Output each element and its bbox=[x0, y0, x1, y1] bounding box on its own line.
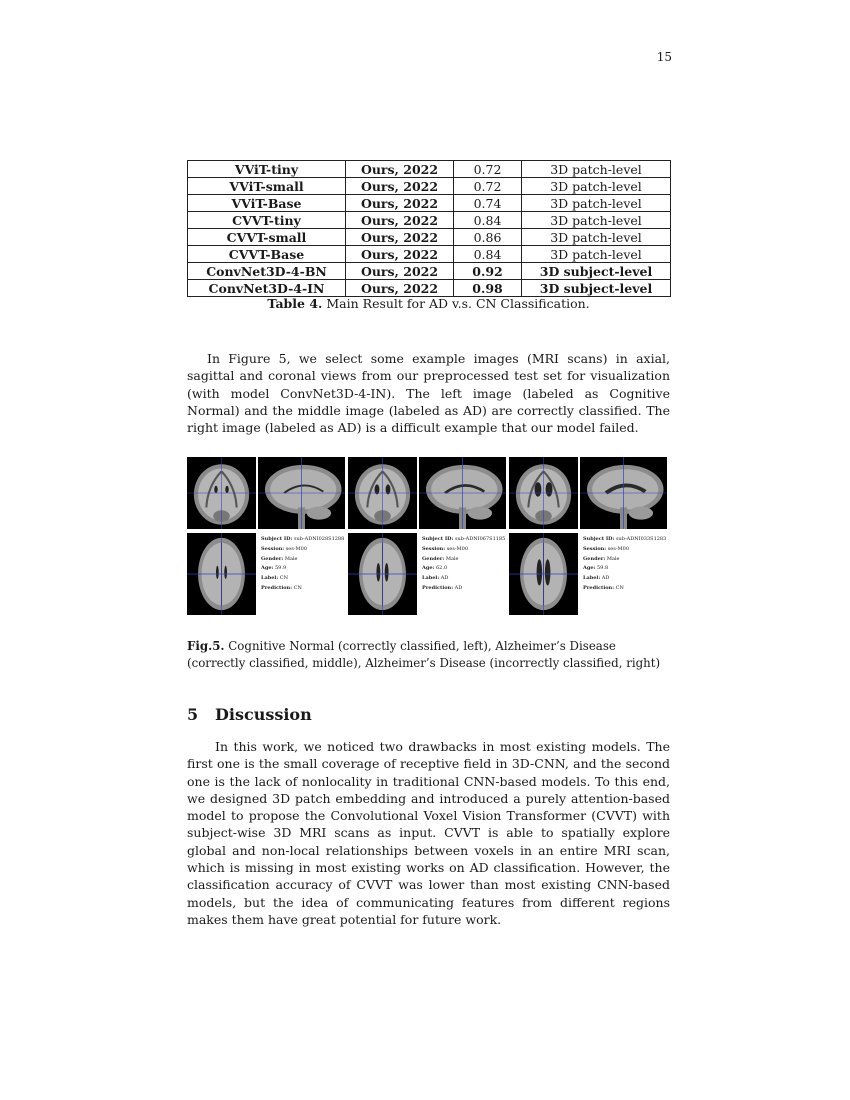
mri-panel bbox=[348, 455, 506, 617]
axial-view-image bbox=[348, 533, 417, 615]
subject-info-label: Label: bbox=[583, 575, 601, 582]
subject-info-line bbox=[583, 564, 666, 574]
subject-info bbox=[261, 535, 344, 594]
table-cell-source: Ours, 2022 bbox=[346, 263, 454, 280]
table-cell-model: VViT-small bbox=[188, 178, 346, 195]
table-row bbox=[188, 263, 671, 280]
table-caption-text: Main Result for AD v.s. CN Classification. bbox=[322, 296, 590, 311]
table-cell-level: 3D patch-level bbox=[522, 212, 671, 229]
subject-info-value: ses-M00 bbox=[607, 545, 629, 552]
table-cell-model: CVVT-small bbox=[188, 229, 346, 246]
figure-caption-label: Fig.5. bbox=[187, 639, 225, 653]
subject-info-value: 62.0 bbox=[436, 565, 448, 572]
subject-info-line bbox=[422, 535, 505, 545]
table-cell-model: VViT-Base bbox=[188, 195, 346, 212]
subject-info-label: Session: bbox=[422, 545, 446, 552]
subject-info-value: AD bbox=[601, 575, 610, 582]
table-cell-level: 3D patch-level bbox=[522, 229, 671, 246]
results-table bbox=[187, 160, 671, 297]
figure-caption-text: Cognitive Normal (correctly classified, left), Alzheimer’s Disease (correctly classified, middle), Alzheimer’s Disease (incorrectly classified, right) bbox=[187, 639, 661, 670]
subject-info-line bbox=[261, 545, 344, 555]
table-cell-source: Ours, 2022 bbox=[346, 229, 454, 246]
table-cell-model: VViT-tiny bbox=[188, 161, 346, 178]
subject-info-label: Gender: bbox=[261, 555, 284, 562]
subject-info-label: Prediction: bbox=[261, 584, 293, 591]
subject-info-value: ses-M00 bbox=[285, 545, 307, 552]
subject-info-label: Prediction: bbox=[583, 584, 615, 591]
subject-info-value: CN bbox=[293, 584, 302, 591]
table-cell-model: CVVT-Base bbox=[188, 246, 346, 263]
table-cell-level: 3D patch-level bbox=[522, 246, 671, 263]
subject-info-line bbox=[583, 574, 666, 584]
table-cell-source: Ours, 2022 bbox=[346, 195, 454, 212]
subject-info bbox=[422, 535, 505, 594]
table-cell-acc: 0.92 bbox=[454, 263, 522, 280]
table-cell-level: 3D patch-level bbox=[522, 161, 671, 178]
subject-info-value: sub-ADNI067S1185 bbox=[454, 536, 506, 542]
subject-info-label: Gender: bbox=[583, 555, 606, 562]
table-cell-model: CVVT-tiny bbox=[188, 212, 346, 229]
axial-view-image bbox=[509, 533, 578, 615]
table-row bbox=[188, 246, 671, 263]
table-cell-acc: 0.72 bbox=[454, 178, 522, 195]
table-cell-acc: 0.72 bbox=[454, 161, 522, 178]
table-row bbox=[188, 161, 671, 178]
table-row bbox=[188, 212, 671, 229]
subject-info-line bbox=[422, 574, 505, 584]
table-cell-source: Ours, 2022 bbox=[346, 178, 454, 195]
subject-info-label: Session: bbox=[583, 545, 607, 552]
subject-info-line bbox=[422, 555, 505, 565]
paragraph-figure-intro: In Figure 5, we select some example images (MRI scans) in axial, sagittal and coronal views from our preprocessed test set for visualization (with model ConvNet3D-4-IN). The left image (labeled as Cognitive Normal) and the middle image (labeled as AD) are correctly classified. The right image (labeled as AD) is a difficult example that our model failed. bbox=[187, 351, 670, 436]
subject-info-label: Session: bbox=[261, 545, 285, 552]
coronal-view-image bbox=[509, 457, 578, 529]
subject-info bbox=[583, 535, 666, 594]
table-row bbox=[188, 229, 671, 246]
table-caption bbox=[187, 296, 670, 311]
mri-panel bbox=[509, 455, 667, 617]
subject-info-line bbox=[583, 535, 666, 545]
subject-info-label: Subject ID: bbox=[583, 536, 615, 542]
subject-info-label: Age: bbox=[583, 565, 596, 572]
subject-info-label: Subject ID: bbox=[261, 536, 293, 542]
subject-info-value: ses-M00 bbox=[446, 545, 468, 552]
page-number: 15 bbox=[656, 50, 672, 64]
table-row bbox=[188, 178, 671, 195]
section-heading bbox=[187, 705, 312, 724]
subject-info-line bbox=[261, 564, 344, 574]
subject-info-label: Gender: bbox=[422, 555, 445, 562]
subject-info-value: Male bbox=[284, 555, 298, 562]
sagittal-view-image bbox=[258, 457, 345, 529]
table-row bbox=[188, 195, 671, 212]
paragraph-discussion: In this work, we noticed two drawbacks in most existing models. The first one is the small coverage of receptive field in 3D-CNN, and the second one is the lack of nonlocality in traditional CNN-based models. To this end, we designed 3D patch embedding and introduced a purely attention-based model to propose the Convolutional Voxel Vision Transformer (CVVT) with subject-wise 3D MRI scans as input. CVVT is able to spatially explore global and non-local relationships between voxels in an entire MRI scan, which is missing in most existing works on AD classification. However, the classification accuracy of CVVT was lower than most existing CNN-based models, but the idea of communicating features from different regions makes them have great potential for future work. bbox=[187, 739, 670, 927]
subject-info-value: Male bbox=[606, 555, 620, 562]
subject-info-value: 59.9 bbox=[275, 565, 287, 572]
subject-info-line bbox=[583, 545, 666, 555]
sagittal-view-image bbox=[580, 457, 667, 529]
table-cell-level: 3D patch-level bbox=[522, 178, 671, 195]
subject-info-label: Age: bbox=[422, 565, 435, 572]
subject-info-line bbox=[422, 545, 505, 555]
subject-info-line bbox=[261, 535, 344, 545]
table-cell-model: ConvNet3D-4-BN bbox=[188, 263, 346, 280]
subject-info-label: Label: bbox=[422, 575, 440, 582]
section-number: 5 bbox=[187, 705, 199, 724]
mri-panel bbox=[187, 455, 345, 617]
subject-info-value: AD bbox=[454, 584, 463, 591]
figure-caption bbox=[187, 638, 670, 672]
coronal-view-image bbox=[187, 457, 256, 529]
figure-5 bbox=[187, 455, 670, 617]
table-cell-acc: 0.84 bbox=[454, 246, 522, 263]
subject-info-value: sub-ADNI033S1283 bbox=[615, 536, 667, 542]
sagittal-view-image bbox=[419, 457, 506, 529]
subject-info-line bbox=[261, 574, 344, 584]
subject-info-value: CN bbox=[615, 584, 624, 591]
section-title: Discussion bbox=[215, 705, 312, 724]
table-cell-source: Ours, 2022 bbox=[346, 246, 454, 263]
subject-info-value: 59.8 bbox=[597, 565, 609, 572]
subject-info-line bbox=[422, 564, 505, 574]
subject-info-value: Male bbox=[445, 555, 459, 562]
axial-view-image bbox=[187, 533, 256, 615]
subject-info-value: AD bbox=[440, 575, 449, 582]
table-cell-source: Ours, 2022 bbox=[346, 161, 454, 178]
table-cell-acc: 0.74 bbox=[454, 195, 522, 212]
subject-info-line bbox=[583, 584, 666, 594]
table-row bbox=[188, 280, 671, 297]
subject-info-value: sub-ADNI028S1288 bbox=[293, 536, 345, 542]
subject-info-line bbox=[261, 555, 344, 565]
subject-info-line bbox=[422, 584, 505, 594]
subject-info-line bbox=[261, 584, 344, 594]
table-cell-level: 3D subject-level bbox=[522, 263, 671, 280]
table-cell-acc: 0.98 bbox=[454, 280, 522, 297]
subject-info-label: Subject ID: bbox=[422, 536, 454, 542]
table-cell-source: Ours, 2022 bbox=[346, 212, 454, 229]
table-cell-model: ConvNet3D-4-IN bbox=[188, 280, 346, 297]
table-cell-level: 3D patch-level bbox=[522, 195, 671, 212]
subject-info-line bbox=[583, 555, 666, 565]
subject-info-label: Prediction: bbox=[422, 584, 454, 591]
table-cell-acc: 0.86 bbox=[454, 229, 522, 246]
table-cell-level: 3D subject-level bbox=[522, 280, 671, 297]
table-caption-label: Table 4. bbox=[267, 296, 323, 311]
table-cell-acc: 0.84 bbox=[454, 212, 522, 229]
subject-info-label: Label: bbox=[261, 575, 279, 582]
subject-info-label: Age: bbox=[261, 565, 274, 572]
coronal-view-image bbox=[348, 457, 417, 529]
subject-info-value: CN bbox=[279, 575, 288, 582]
table-cell-source: Ours, 2022 bbox=[346, 280, 454, 297]
